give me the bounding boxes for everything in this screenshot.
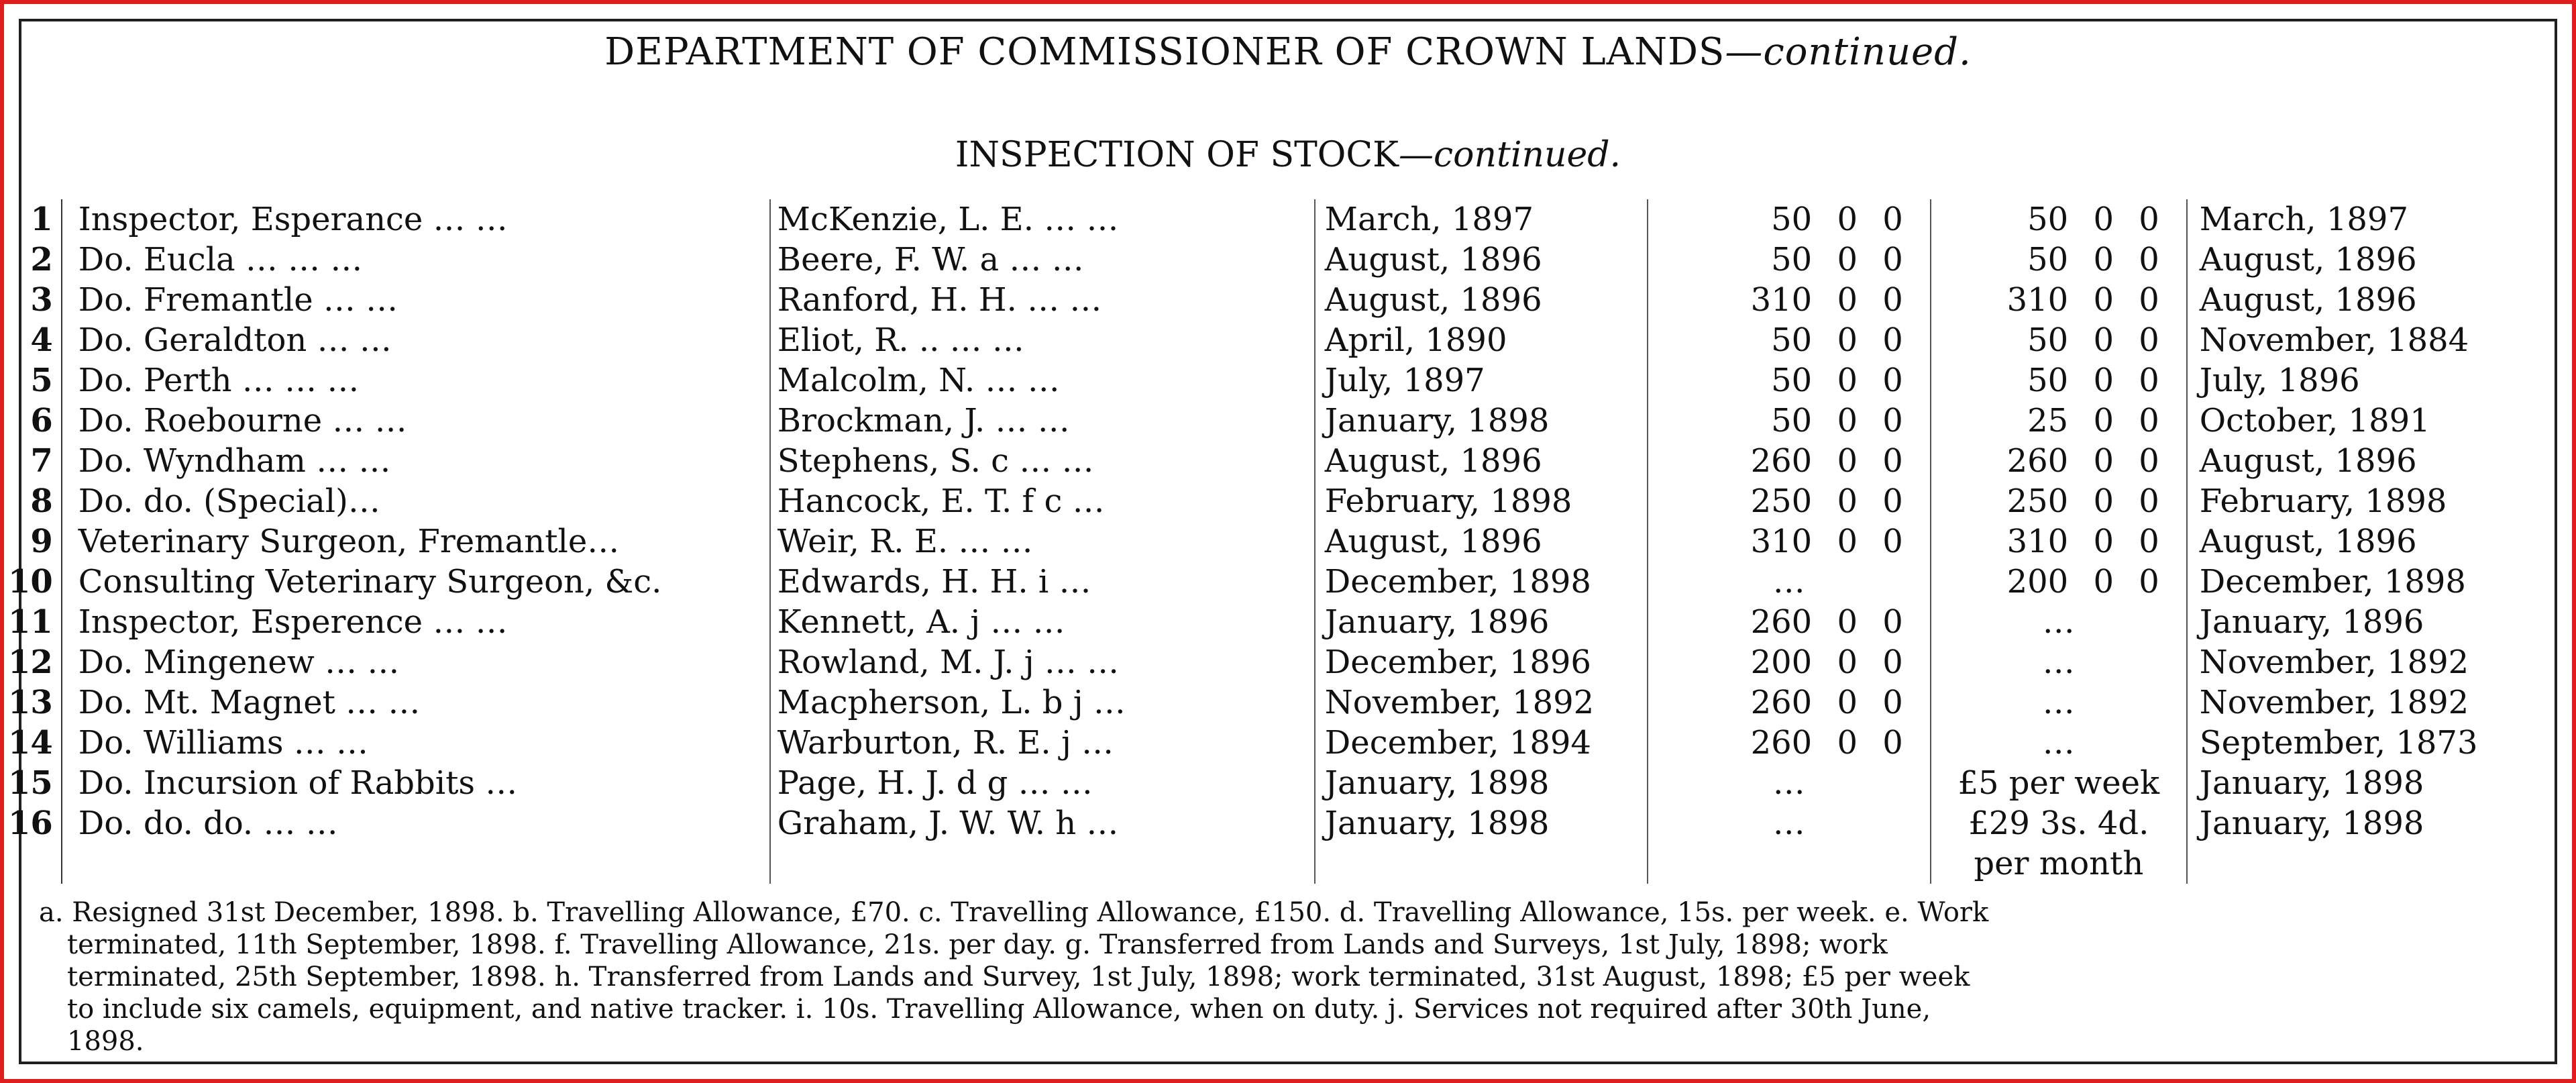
per-month-label: per month [1974, 845, 2144, 882]
table-row [8, 481, 2548, 521]
salary-2-value: … [2042, 684, 2075, 721]
table-row [8, 723, 2548, 763]
date-appointed-cell: August, 1896 [1315, 240, 1648, 280]
salary-1-cell [1648, 642, 1931, 682]
salary-2-value: 50 0 0 [2027, 321, 2159, 359]
title-main: DEPARTMENT OF COMMISSIONER OF CROWN LANDS [604, 30, 1725, 74]
name-cell: Brockman, J. … … [770, 401, 1315, 441]
date-entered-cell: October, 1891 [2187, 401, 2548, 441]
salary-2-value: 50 0 0 [2027, 241, 2159, 278]
date-entered-cell: January, 1898 [2187, 803, 2548, 843]
name-cell: Stephens, S. c … … [770, 441, 1315, 481]
salary-1-cell [1648, 199, 1931, 240]
date-entered-cell: January, 1898 [2187, 763, 2548, 803]
table-row [8, 682, 2548, 723]
row-number: 15 [8, 764, 53, 802]
salary-1-cell [1648, 240, 1931, 280]
name-cell: Macpherson, L. b j … [770, 682, 1315, 723]
table-row [8, 441, 2548, 481]
salary-1-cell [1648, 682, 1931, 723]
row-number: 2 [30, 241, 53, 278]
salary-2-cell [1931, 803, 2187, 843]
date-entered-cell: February, 1898 [2187, 481, 2548, 521]
date-entered-cell: December, 1898 [2187, 562, 2548, 602]
table-row [8, 401, 2548, 441]
date-appointed-cell: January, 1898 [1315, 763, 1648, 803]
row-number: 6 [30, 402, 53, 440]
footnote-line-2: terminated, 11th September, 1898. f. Travelling Allowance, 21s. per day. g. Transferred from Lands and Surveys, 1st July, 1898; work [67, 929, 1888, 960]
salary-2-value: 250 0 0 [2006, 482, 2159, 520]
name-cell: Eliot, R. .. … … [770, 320, 1315, 360]
salary-1-value: 260 0 0 [1750, 724, 1903, 762]
table-row [8, 280, 2548, 320]
section-continued: —continued. [1399, 135, 1621, 175]
date-entered-cell: November, 1892 [2187, 682, 2548, 723]
table-row [8, 803, 2548, 843]
name-cell: Page, H. J. d g … … [770, 763, 1315, 803]
salary-2-value: 200 0 0 [2006, 563, 2159, 601]
row-number: 1 [30, 201, 53, 238]
office-cell: Do. Incursion of Rabbits … [62, 763, 770, 803]
salary-1-cell [1648, 521, 1931, 562]
row-number: 9 [30, 523, 53, 560]
salary-1-value: 50 0 0 [1771, 201, 1903, 238]
date-appointed-cell: August, 1896 [1315, 441, 1648, 481]
title-continued: —continued. [1725, 30, 1972, 74]
salary-1-value: 50 0 0 [1771, 402, 1903, 440]
page-title [0, 19, 2576, 86]
table-row-continuation [8, 843, 2548, 884]
table-row [8, 240, 2548, 280]
salary-2-cell [1931, 401, 2187, 441]
name-cell: Weir, R. E. … … [770, 521, 1315, 562]
name-cell: McKenzie, L. E. … … [770, 199, 1315, 240]
footnote-line-4: to include six camels, equipment, and native tracker. i. 10s. Travelling Allowance, when on duty. j. Services not required after 30th June, [67, 994, 1931, 1025]
salary-1-cell [1648, 562, 1931, 602]
salary-2-value: £5 per week [1957, 764, 2160, 802]
salary-2-value: 260 0 0 [2006, 442, 2159, 480]
salary-1-value: 50 0 0 [1771, 241, 1903, 278]
salary-1-value: … [1772, 805, 1805, 842]
salary-1-cell [1648, 763, 1931, 803]
office-cell: Do. Wyndham … … [62, 441, 770, 481]
name-cell: Graham, J. W. W. h … [770, 803, 1315, 843]
salary-2-value: 310 0 0 [2006, 523, 2159, 560]
table-row [8, 642, 2548, 682]
office-cell: Do. Mt. Magnet … … [62, 682, 770, 723]
date-appointed-cell: January, 1898 [1315, 401, 1648, 441]
office-cell: Do. Fremantle … … [62, 280, 770, 320]
office-cell: Veterinary Surgeon, Fremantle… [62, 521, 770, 562]
office-cell: Consulting Veterinary Surgeon, &c. [62, 562, 770, 602]
footnote-line-1: a. Resigned 31st December, 1898. b. Travelling Allowance, £70. c. Travelling Allowance, £150. d. Travelling Allowance, 15s. per week. e. Work [39, 897, 1989, 928]
name-cell: Warburton, R. E. j … [770, 723, 1315, 763]
table-row [8, 360, 2548, 401]
office-cell: Do. do. do. … … [62, 803, 770, 843]
row-number: 13 [8, 684, 53, 721]
date-appointed-cell: March, 1897 [1315, 199, 1648, 240]
salary-2-continuation-cell [1931, 843, 2187, 884]
date-appointed-cell: December, 1898 [1315, 562, 1648, 602]
salary-2-value: … [2042, 643, 2075, 681]
salary-1-value: 50 0 0 [1771, 362, 1903, 399]
salary-2-value: 50 0 0 [2027, 362, 2159, 399]
salary-2-value: 50 0 0 [2027, 201, 2159, 238]
salary-1-value: 250 0 0 [1750, 482, 1903, 520]
table-row [8, 763, 2548, 803]
office-cell: Inspector, Esperance … … [62, 199, 770, 240]
salary-2-cell [1931, 521, 2187, 562]
table-row [8, 199, 2548, 240]
name-cell: Edwards, H. H. i … [770, 562, 1315, 602]
date-entered-cell: August, 1896 [2187, 521, 2548, 562]
date-entered-cell: August, 1896 [2187, 280, 2548, 320]
salary-1-value: 200 0 0 [1750, 643, 1903, 681]
footnotes [39, 896, 2541, 1058]
date-appointed-cell: December, 1896 [1315, 642, 1648, 682]
row-number: 4 [30, 321, 53, 359]
salary-1-cell [1648, 280, 1931, 320]
date-entered-cell: July, 1896 [2187, 360, 2548, 401]
salary-2-cell [1931, 199, 2187, 240]
salary-2-cell [1931, 602, 2187, 642]
salary-1-value: 310 0 0 [1750, 281, 1903, 319]
row-number: 11 [8, 603, 53, 641]
section-title [0, 125, 2576, 185]
office-cell: Do. Eucla … … … [62, 240, 770, 280]
office-cell: Inspector, Esperence … … [62, 602, 770, 642]
footnote-line-5: 1898. [67, 1026, 144, 1057]
date-appointed-cell: August, 1896 [1315, 280, 1648, 320]
salary-1-value: … [1772, 764, 1805, 802]
office-cell: Do. Geraldton … … [62, 320, 770, 360]
salary-1-value: … [1772, 563, 1805, 601]
salary-1-cell [1648, 723, 1931, 763]
stock-inspection-table [8, 199, 2548, 884]
row-number: 16 [8, 805, 53, 842]
salary-2-cell [1931, 320, 2187, 360]
salary-1-cell [1648, 360, 1931, 401]
salary-2-cell [1931, 240, 2187, 280]
row-number: 14 [8, 724, 53, 762]
row-number: 12 [8, 643, 53, 681]
office-cell: Do. Roebourne … … [62, 401, 770, 441]
name-cell: Kennett, A. j … … [770, 602, 1315, 642]
salary-2-value: 310 0 0 [2006, 281, 2159, 319]
date-appointed-cell: August, 1896 [1315, 521, 1648, 562]
name-cell: Hancock, E. T. f c … [770, 481, 1315, 521]
footnote-line-3: terminated, 25th September, 1898. h. Transferred from Lands and Survey, 1st July, 1898; work terminated, 31st August, 1898; £5 per week [67, 962, 1970, 992]
salary-1-cell [1648, 441, 1931, 481]
salary-2-value: 25 0 0 [2027, 402, 2159, 440]
salary-2-cell [1931, 642, 2187, 682]
salary-1-cell [1648, 481, 1931, 521]
office-cell: Do. Williams … … [62, 723, 770, 763]
date-appointed-cell: January, 1896 [1315, 602, 1648, 642]
section-main: INSPECTION OF STOCK [955, 135, 1399, 175]
office-cell: Do. do. (Special)… [62, 481, 770, 521]
salary-1-value: 310 0 0 [1750, 523, 1903, 560]
salary-1-cell [1648, 401, 1931, 441]
salary-1-value: 260 0 0 [1750, 442, 1903, 480]
date-appointed-cell: January, 1898 [1315, 803, 1648, 843]
salary-2-cell [1931, 682, 2187, 723]
salary-2-cell [1931, 763, 2187, 803]
row-number: 8 [30, 482, 53, 520]
date-appointed-cell: November, 1892 [1315, 682, 1648, 723]
salary-2-value: £29 3s. 4d. [1968, 805, 2149, 842]
salary-2-cell [1931, 481, 2187, 521]
date-entered-cell: September, 1873 [2187, 723, 2548, 763]
salary-1-cell [1648, 320, 1931, 360]
office-cell: Do. Mingenew … … [62, 642, 770, 682]
date-appointed-cell: July, 1897 [1315, 360, 1648, 401]
row-number: 5 [30, 362, 53, 399]
name-cell: Malcolm, N. … … [770, 360, 1315, 401]
table-row [8, 602, 2548, 642]
table-row [8, 562, 2548, 602]
table-row [8, 521, 2548, 562]
date-appointed-cell: February, 1898 [1315, 481, 1648, 521]
salary-2-cell [1931, 723, 2187, 763]
office-cell: Do. Perth … … … [62, 360, 770, 401]
salary-1-value: 260 0 0 [1750, 684, 1903, 721]
salary-2-cell [1931, 441, 2187, 481]
table-row [8, 320, 2548, 360]
salary-1-value: 260 0 0 [1750, 603, 1903, 641]
salary-2-value: … [2042, 724, 2075, 762]
salary-2-cell [1931, 280, 2187, 320]
name-cell: Rowland, M. J. j … … [770, 642, 1315, 682]
date-entered-cell: November, 1892 [2187, 642, 2548, 682]
date-entered-cell: March, 1897 [2187, 199, 2548, 240]
date-entered-cell: August, 1896 [2187, 240, 2548, 280]
row-number: 10 [8, 563, 53, 601]
date-entered-cell: January, 1896 [2187, 602, 2548, 642]
date-appointed-cell: December, 1894 [1315, 723, 1648, 763]
salary-1-cell [1648, 602, 1931, 642]
row-number: 7 [30, 442, 53, 480]
name-cell: Ranford, H. H. … … [770, 280, 1315, 320]
date-entered-cell: November, 1884 [2187, 320, 2548, 360]
salary-1-cell [1648, 803, 1931, 843]
date-entered-cell: August, 1896 [2187, 441, 2548, 481]
row-number: 3 [30, 281, 53, 319]
salary-2-cell [1931, 360, 2187, 401]
name-cell: Beere, F. W. a … … [770, 240, 1315, 280]
salary-2-value: … [2042, 603, 2075, 641]
salary-1-value: 50 0 0 [1771, 321, 1903, 359]
date-appointed-cell: April, 1890 [1315, 320, 1648, 360]
salary-2-cell [1931, 562, 2187, 602]
